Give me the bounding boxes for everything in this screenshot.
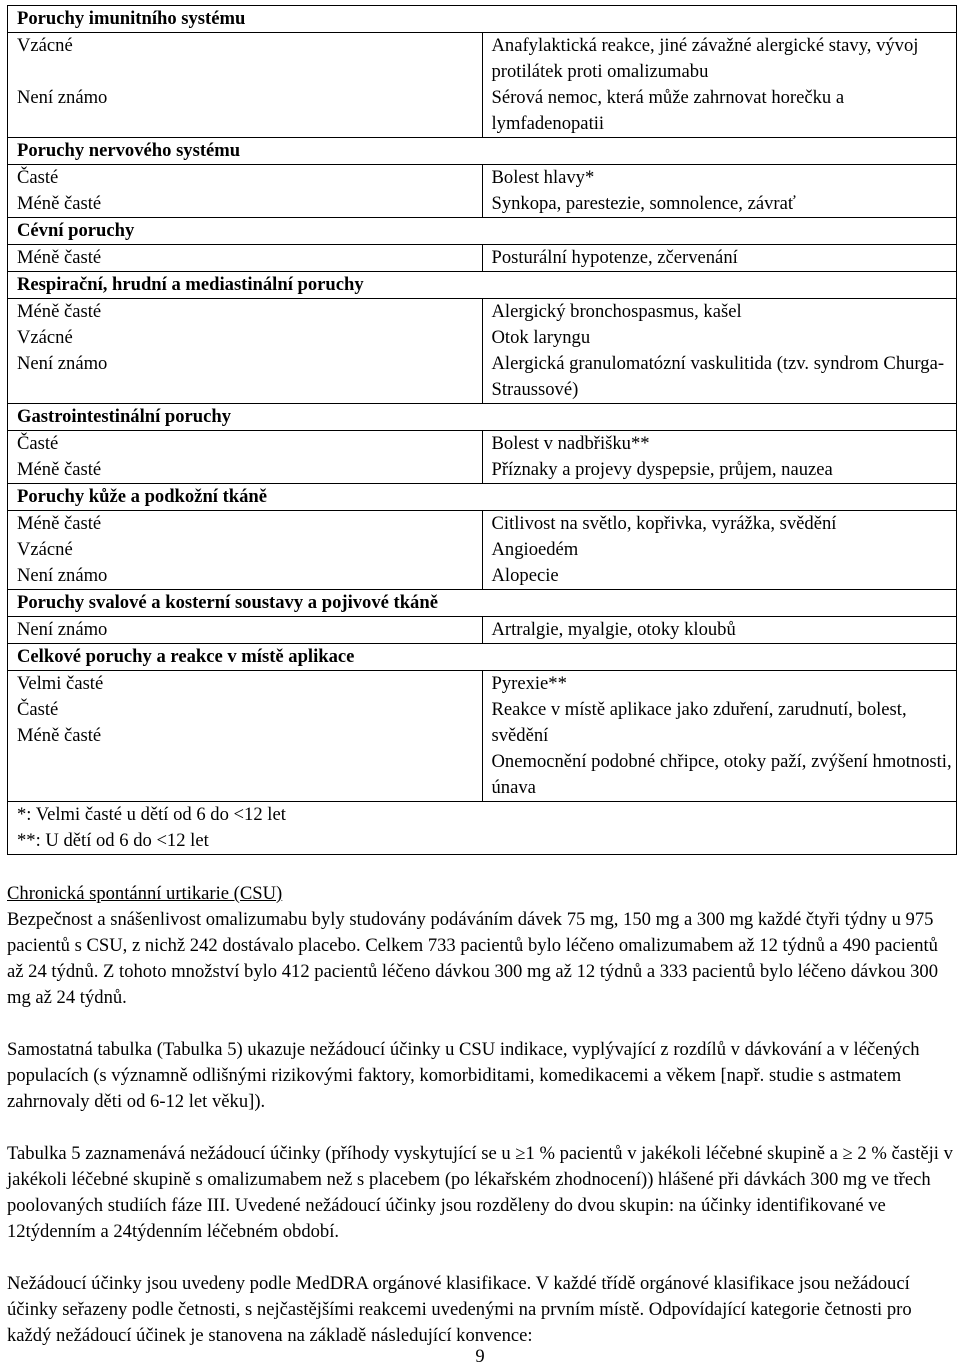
frequency-cell xyxy=(8,245,483,272)
table-row xyxy=(8,299,957,404)
table-row xyxy=(8,33,957,138)
table-row xyxy=(8,484,957,511)
frequency-cell xyxy=(8,33,483,138)
effect-text: Artralgie, myalgie, otoky kloubů xyxy=(491,619,736,640)
frequency-cell xyxy=(8,671,483,802)
category-heading: Cévní poruchy xyxy=(8,218,957,245)
adverse-effects-table xyxy=(7,5,957,855)
frequency-text: Vzácné Není známo xyxy=(17,35,108,108)
frequency-text: Méně časté xyxy=(17,247,102,268)
category-heading: Poruchy svalové a kosterní soustavy a pojivové tkáně xyxy=(8,590,957,617)
effect-cell xyxy=(482,617,957,644)
effect-text: Anafylaktická reakce, jiné závažné alergické stavy, vývoj protilátek proti omalizumabu Sérová nemoc, která může zahrnovat horečku a lymfadenopatii xyxy=(491,35,919,134)
table-row xyxy=(8,511,957,590)
frequency-text: Velmi časté Časté Méně časté xyxy=(17,673,104,746)
category-heading: Gastrointestinální poruchy xyxy=(8,404,957,431)
frequency-cell xyxy=(8,617,483,644)
paragraph: Tabulka 5 zaznamenává nežádoucí účinky (příhody vyskytující se u ≥1 % pacientů v jakékoli léčebné skupině a ≥ 2 % častěji v jakékoli léčebné skupině s omalizumabem než s placebem (po lékařském zhodnocení)) hlášené při dávkách 300 mg ve třech poolovaných studiích fáze III. Uvedené nežádoucí účinky jsou rozděleny do dvou skupin: na účinky identifikované ve 12týdenním a 24týdenním léčebném období. xyxy=(7,1143,953,1242)
frequency-cell xyxy=(8,511,483,590)
category-heading: Respirační, hrudní a mediastinální poruchy xyxy=(8,272,957,299)
effect-cell xyxy=(482,671,957,802)
table-row xyxy=(8,404,957,431)
paragraph: Nežádoucí účinky jsou uvedeny podle MedDRA orgánové klasifikace. V každé třídě orgánové klasifikace jsou nežádoucí účinky seřazeny podle četnosti, s nejčastějšími reakcemi uvedenými na prvním místě. Odpovídající kategorie četnosti pro každý nežádoucí účinek je stanovena na základě následující konvence: xyxy=(7,1273,912,1346)
table-row xyxy=(8,218,957,245)
document-page xyxy=(7,5,957,1349)
frequency-text: Časté Méně časté xyxy=(17,433,102,480)
category-heading: Poruchy imunitního systému xyxy=(8,6,957,33)
effect-cell xyxy=(482,299,957,404)
table-row xyxy=(8,165,957,218)
table-row xyxy=(8,272,957,299)
effect-text: Pyrexie** Reakce v místě aplikace jako zduření, zarudnutí, bolest, svědění Onemocnění podobné chřipce, otoky paží, zvýšení hmotnosti, únava xyxy=(491,673,952,798)
paragraph: Samostatná tabulka (Tabulka 5) ukazuje nežádoucí účinky u CSU indikace, vyplývající z rozdílů v dávkování a v léčených populacích (s významně odlišnými rizikovými faktory, komorbiditami, komedikacemi a věkem [např. studie s astmatem zahrnovaly děti od 6-12 let věku]). xyxy=(7,1039,920,1112)
effect-text: Bolest hlavy* Synkopa, parestezie, somnolence, závrať xyxy=(491,167,796,214)
category-heading: Celkové poruchy a reakce v místě aplikace xyxy=(8,644,957,671)
effect-text: Citlivost na světlo, kopřivka, vyrážka, svědění Angioedém Alopecie xyxy=(491,513,837,586)
table-row xyxy=(8,802,957,855)
effect-cell xyxy=(482,245,957,272)
frequency-cell xyxy=(8,299,483,404)
frequency-text: Méně časté Vzácné Není známo xyxy=(17,301,108,374)
effect-text: Alergický bronchospasmus, kašel Otok laryngu Alergická granulomatózní vaskulitida (tzv. syndrom Churga-Straussové) xyxy=(491,301,945,400)
table-row xyxy=(8,671,957,802)
effect-cell xyxy=(482,431,957,484)
footnote: **: U dětí od 6 do <12 let xyxy=(17,830,209,851)
table-row xyxy=(8,644,957,671)
section-heading: Chronická spontánní urtikarie (CSU) xyxy=(7,883,283,904)
effect-cell xyxy=(482,511,957,590)
frequency-text: Méně časté Vzácné Není známo xyxy=(17,513,108,586)
table-row xyxy=(8,431,957,484)
table-row xyxy=(8,617,957,644)
table-row xyxy=(8,138,957,165)
frequency-text: Není známo xyxy=(17,619,108,640)
effect-cell xyxy=(482,165,957,218)
page-number: 9 xyxy=(475,1346,485,1367)
footnotes-cell xyxy=(8,802,957,855)
effect-cell xyxy=(482,33,957,138)
frequency-cell xyxy=(8,165,483,218)
table-row xyxy=(8,245,957,272)
category-heading: Poruchy kůže a podkožní tkáně xyxy=(8,484,957,511)
frequency-cell xyxy=(8,431,483,484)
frequency-text: Časté Méně časté xyxy=(17,167,102,214)
paragraph: Bezpečnost a snášenlivost omalizumabu byly studovány podáváním dávek 75 mg, 150 mg a 300 mg každé čtyři týdny u 975 pacientů s CSU, z nichž 242 dostávalo placebo. Celkem 733 pacientů bylo léčeno omalizumabem až 12 týdnů a 490 pacientů až 24 týdnů. Z tohoto množství bylo 412 pacientů léčeno dávkou 300 mg až 12 týdnů a 333 pacientů bylo léčeno dávkou 300 mg až 24 týdnů. xyxy=(7,909,939,1008)
table-row xyxy=(8,590,957,617)
effect-text: Posturální hypotenze, zčervenání xyxy=(491,247,738,268)
table-row xyxy=(8,6,957,33)
footnote: *: Velmi časté u dětí od 6 do <12 let xyxy=(17,804,286,825)
category-heading: Poruchy nervového systému xyxy=(8,138,957,165)
effect-text: Bolest v nadbřišku** Příznaky a projevy dyspepsie, průjem, nauzea xyxy=(491,433,833,480)
